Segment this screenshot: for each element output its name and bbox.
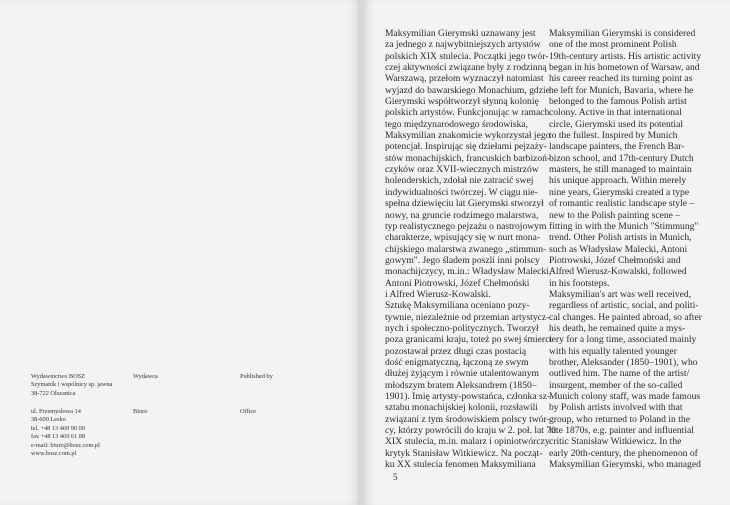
publisher-line: Szymanik i wspólnicy sp. jawna xyxy=(31,381,113,389)
text-line: circle, Gierymski used its potential xyxy=(549,118,684,130)
polish-text-column xyxy=(385,28,559,471)
text-line: critic Stanisław Witkiewicz. In the xyxy=(549,436,682,448)
text-line: Maksymilian Gierymski is considered xyxy=(549,28,696,39)
text-line: polskich artystów. Funkcjonując w ramach xyxy=(385,107,550,119)
text-line: Warszawą, przełom wyznaczył natomiast xyxy=(385,73,544,85)
text-line: outlived him. The name of the artist/ xyxy=(549,368,690,380)
text-line: czyków oraz XVII-wiecznych mistrzów xyxy=(385,164,539,176)
text-line: holenderskich, zdołał nie zatracić swej xyxy=(385,175,534,187)
text-line: with his equally talented younger xyxy=(549,345,677,357)
address-line: 38-600 Lesko xyxy=(31,416,66,424)
text-line: polskich XIX stulecia. Początki jego twór- xyxy=(385,50,549,62)
text-line: bizon school, and 17th-century Dutch xyxy=(549,152,694,164)
text-line: dłużej żyjącym i równie utalentowanym xyxy=(385,368,539,380)
text-line: charakterze, wpisujący się w nurt mona- xyxy=(385,232,541,244)
text-line: poza granicami kraju, toteż po swej śmierci xyxy=(385,334,553,346)
address-block xyxy=(31,408,100,458)
text-line: nych i społeczno-politycznych. Tworzył xyxy=(385,322,539,334)
text-line: sztabu monachijskiej kolonii, rozsławili xyxy=(385,402,538,414)
text-line: Maksymilian's art was well received, xyxy=(549,288,692,300)
text-line: group, who returned to Poland in the xyxy=(549,413,690,425)
publisher-block xyxy=(31,373,112,398)
address-line: www.bosz.com.pl xyxy=(31,450,77,458)
address-line: e-mail: biuro@bosz.com.pl xyxy=(31,441,100,449)
text-line: spełna dziewięciu lat Gierymski stworzył xyxy=(385,198,544,210)
text-line: tery for a long time, associated mainly xyxy=(549,334,697,346)
text-line: 19th-century artists. His artistic activity xyxy=(549,50,702,62)
text-line: Piotrowski, Józef Chełmoński and xyxy=(549,254,681,266)
text-line: Maksymilian Gierymski uznawany jest xyxy=(385,28,536,39)
text-line: Maksymilian Gierymski, who managed xyxy=(549,459,701,471)
text-line: of romantic realistic landscape style – xyxy=(549,198,695,210)
text-line: młodszym bratem Aleksandrem (1850– xyxy=(385,379,537,391)
text-line: ku XX stulecia fenomen Maksymiliana xyxy=(385,459,536,471)
text-line: indywidualności twórczej. W ciągu nie- xyxy=(385,186,538,198)
text-line: belonged to the famous Polish artist xyxy=(549,96,687,108)
text-line: Munich colony staff, was made famous xyxy=(549,391,701,402)
text-line: 1901). Imię artysty-powstańca, członka sz- xyxy=(385,391,551,402)
text-line: colony. Active in that international xyxy=(549,107,682,119)
text-line: landscape painters, the French Bar- xyxy=(549,141,685,153)
text-line: brother, Aleksander (1850–1901), who xyxy=(549,356,698,368)
page-number: 5 xyxy=(393,472,398,482)
text-line: dość enigmatyczną, łączoną ze swym xyxy=(385,356,529,368)
text-line: began in his hometown of Warsaw, and xyxy=(549,62,700,74)
text-line: in his footsteps. xyxy=(549,277,610,289)
text-line: one of the most prominent Polish xyxy=(549,39,677,51)
text-line: gowym". Jego śladem poszli inni polscy xyxy=(385,254,540,266)
text-line: chijskiego malarstwa zwanego „stimmun- xyxy=(385,243,547,255)
text-line: Sztukę Maksymiliana oceniano pozy- xyxy=(385,300,530,312)
text-line: za jednego z najwybitniejszych artystów xyxy=(385,39,541,51)
text-line: tywnie, niezależnie od przemian artystycz- xyxy=(385,311,550,323)
text-line: insurgent, member of the so-called xyxy=(549,379,683,391)
text-line: regardless of artistic, social, and politi- xyxy=(549,300,699,312)
text-line: to the fullest. Inspired by Munich xyxy=(549,130,678,142)
text-line: new to the Polish painting scene – xyxy=(549,209,681,221)
text-line: i Alfred Wierusz-Kowalski. xyxy=(385,288,491,300)
text-line: fitting in with the Munich "Stimmung" xyxy=(549,220,699,232)
text-line: such as Władysław Malecki, Antoni xyxy=(549,243,688,255)
label-wydawca: Wydawca xyxy=(133,373,158,380)
text-line: Antoni Piotrowski, Józef Chełmoński xyxy=(385,277,530,289)
publisher-line: 38-722 Olszanica xyxy=(31,389,76,397)
text-line: nowy, na gruncie rodzimego malarstwa, xyxy=(385,209,539,221)
text-line: krytyk Stanisław Witkiewicz. Na począt- xyxy=(385,447,543,459)
left-page xyxy=(0,0,362,505)
text-line: wyjazd do bawarskiego Monachium, gdzie xyxy=(385,84,550,96)
label-office: Office xyxy=(240,408,256,415)
text-line: Alfred Wierusz-Kowalski, followed xyxy=(549,266,687,278)
text-line: Maksymilian znakomicie wykorzystał jego xyxy=(385,130,551,142)
english-text-column xyxy=(549,28,709,470)
text-line: nine years, Gierymski created a type xyxy=(549,186,690,198)
label-published-by: Published by xyxy=(240,373,273,380)
text-line: his unique approach. Within merely xyxy=(549,175,687,187)
text-line: czej aktywności związane były z rodzinną xyxy=(385,62,547,74)
text-line: his death, he remained quite a mys- xyxy=(549,322,686,334)
text-line: monachijczycy, m.in.: Władysław Malecki, xyxy=(385,266,552,278)
text-line: early 20th-century, the phenomenon of xyxy=(549,447,698,459)
address-line: tel. +48 13 469 90 00 xyxy=(31,424,85,432)
text-line: his career reached its turning point as xyxy=(549,73,693,85)
text-line: by Polish artists involved with that xyxy=(549,402,683,414)
text-line: związani z tym środowiskiem polscy twór- xyxy=(385,413,550,425)
text-line: masters, he still managed to maintain xyxy=(549,164,692,176)
text-line: typ realistycznego pejzażu o nastrojowym xyxy=(385,220,547,232)
text-line: cy, którzy powrócili do kraju w 2. poł. lat 70. xyxy=(385,425,559,437)
address-line: fax +48 13 469 61 88 xyxy=(31,433,86,441)
publisher-line: Wydawnictwo BOSZ xyxy=(31,373,86,380)
text-line: tego międzynarodowego środowiska, xyxy=(385,118,529,130)
address-line: ul. Przemysłowa 14 xyxy=(31,408,81,415)
text-line: potencjał. Inspirując się dziełami pejzaży- xyxy=(385,141,547,153)
text-line: pozostawał przez długi czas postacią xyxy=(385,345,527,357)
text-line: he left for Munich, Bavaria, where he xyxy=(549,84,694,96)
text-line: trend. Other Polish artists in Munich, xyxy=(549,232,692,244)
text-line: cal changes. He painted abroad, so after xyxy=(549,311,702,323)
text-line: late 1870s, e.g. painter and influential xyxy=(549,425,694,437)
text-line: stów monachijskich, francuskich barbizoń- xyxy=(385,152,551,164)
text-line: Gierymski współtworzył słynną kolonię xyxy=(385,96,539,108)
text-line: XIX stulecia, m.in. malarz i opiniotwórczy xyxy=(385,436,550,448)
label-biuro: Biuro xyxy=(133,408,148,415)
